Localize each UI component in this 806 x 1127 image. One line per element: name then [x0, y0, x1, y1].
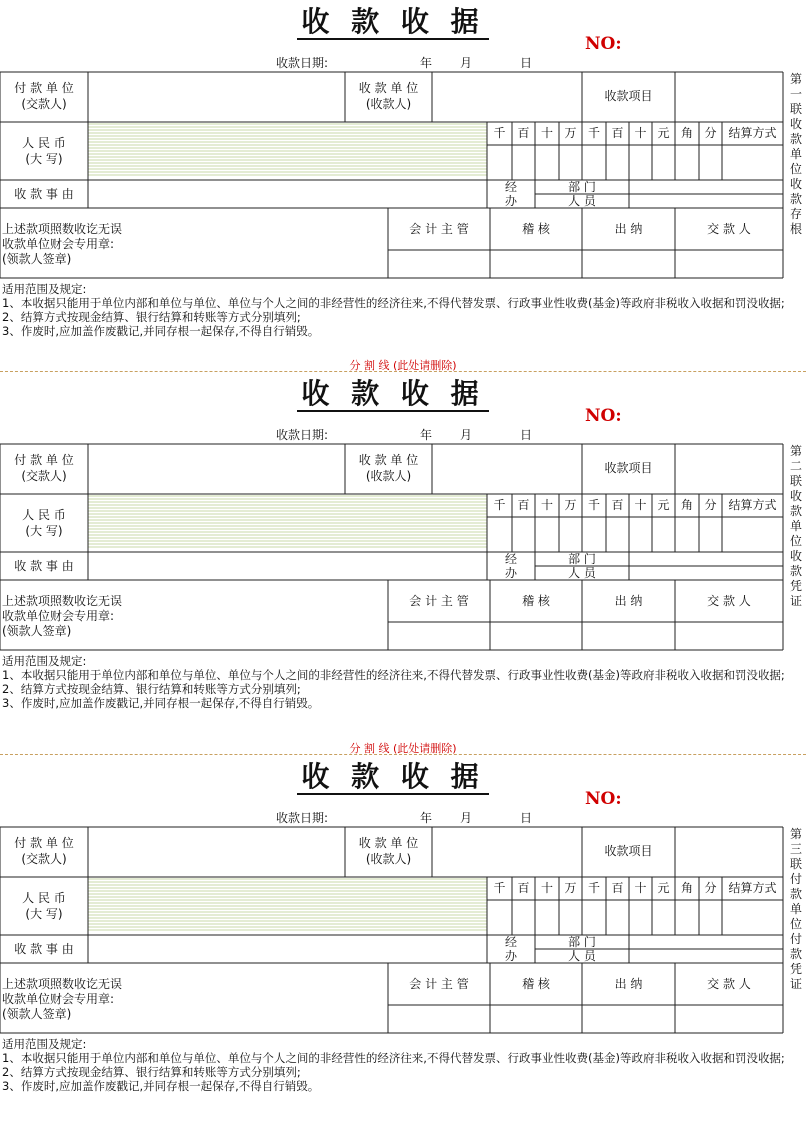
date-day: 日 — [520, 428, 533, 442]
item-label: 收款项目 — [604, 844, 653, 858]
digit-header: 十 — [540, 881, 553, 895]
usage-note-line: 1、本收据只能用于单位内部和单位与单位、单位与个人之间的非经营性的经济往来,不得代替发票、行政事业性收费(基金)等政府非税收入收据和罚没收据; — [2, 1051, 785, 1065]
date-month: 月 — [460, 428, 473, 442]
copy-designation: 第三联付款单位付款凭证 — [789, 827, 802, 991]
dept-label: 部 门 — [568, 935, 596, 949]
digit-header: 分 — [704, 498, 717, 512]
divider-label: 分 割 线 (此处请删除) — [349, 359, 457, 372]
digit-header: 角 — [680, 881, 693, 895]
sign-head: 稽 核 — [522, 594, 550, 608]
digit-header: 千 — [587, 126, 600, 140]
handler-char-1: 经 — [504, 935, 517, 949]
copy-designation: 第二联收款单位收款凭证 — [789, 444, 802, 608]
date-month: 月 — [460, 56, 473, 70]
payee-sublabel: (收款人) — [365, 469, 412, 483]
digit-header: 千 — [587, 498, 600, 512]
reason-label: 收 款 事 由 — [14, 559, 74, 573]
usage-note-line: 2、结算方式按现金结算、银行结算和转账等方式分别填列; — [2, 682, 301, 696]
sign-head: 交 款 人 — [707, 222, 751, 236]
usage-note-line: 3、作废时,应加盖作废戳记,并同存根一起保存,不得自行销毁。 — [2, 324, 320, 338]
rmb-label: 人 民 币 — [22, 508, 66, 522]
sign-head: 交 款 人 — [707, 977, 751, 991]
sign-head: 出 纳 — [614, 222, 643, 236]
sign-head: 稽 核 — [522, 222, 550, 236]
cut-line — [0, 754, 806, 756]
divider-label: 分 割 线 (此处请删除) — [349, 742, 457, 755]
digit-header: 万 — [564, 126, 577, 140]
usage-note-line: 适用范围及规定: — [2, 282, 87, 296]
usage-note-line: 适用范围及规定: — [2, 1037, 87, 1051]
date-day: 日 — [520, 811, 533, 825]
sign-head: 会 计 主 管 — [409, 222, 469, 236]
usage-note-line: 2、结算方式按现金结算、银行结算和转账等方式分别填列; — [2, 1065, 301, 1079]
digit-header: 千 — [493, 498, 506, 512]
sign-head: 出 纳 — [614, 594, 643, 608]
settle-label: 结算方式 — [728, 126, 777, 140]
dept-label: 部 门 — [568, 552, 596, 566]
item-label: 收款项目 — [604, 89, 653, 103]
digit-header: 千 — [587, 881, 600, 895]
digit-header: 十 — [634, 126, 647, 140]
confirm-line-3: (领款人签章) — [2, 1007, 72, 1021]
usage-notes — [2, 282, 792, 338]
confirm-line-1: 上述款项照数收讫无误 — [2, 594, 123, 608]
settle-label: 结算方式 — [728, 881, 777, 895]
usage-notes — [2, 1037, 792, 1093]
payer-label: 付 款 单 位 — [14, 81, 74, 95]
digit-header: 万 — [564, 498, 577, 512]
payee-label: 收 款 单 位 — [358, 836, 419, 850]
sign-head: 交 款 人 — [707, 594, 751, 608]
payer-label: 付 款 单 位 — [14, 836, 74, 850]
payer-sublabel: (交款人) — [21, 97, 67, 111]
person-label: 人 员 — [568, 566, 596, 580]
digit-header: 十 — [634, 498, 647, 512]
digit-header: 十 — [540, 498, 553, 512]
confirm-line-3: (领款人签章) — [2, 252, 72, 266]
handler-char-2: 办 — [504, 194, 517, 208]
digit-header: 千 — [493, 881, 506, 895]
date-year: 年 — [420, 56, 433, 70]
usage-note-line: 2、结算方式按现金结算、银行结算和转账等方式分别填列; — [2, 310, 301, 324]
payee-label: 收 款 单 位 — [358, 453, 419, 467]
payer-sublabel: (交款人) — [21, 852, 67, 866]
date-label: 收款日期: — [276, 428, 329, 442]
rmb-label: 人 民 币 — [22, 891, 66, 905]
receipt-title-text: 收 款 收 据 — [297, 760, 488, 795]
date-month: 月 — [460, 811, 473, 825]
digit-header: 元 — [657, 498, 670, 512]
usage-note-line: 1、本收据只能用于单位内部和单位与单位、单位与个人之间的非经营性的经济往来,不得代替发票、行政事业性收费(基金)等政府非税收入收据和罚没收据; — [2, 668, 785, 682]
digit-header: 元 — [657, 126, 670, 140]
digit-header: 分 — [704, 881, 717, 895]
sign-head: 稽 核 — [522, 977, 550, 991]
receipt-2 — [0, 372, 806, 744]
rmb-sublabel: (大 写) — [25, 907, 63, 921]
payer-sublabel: (交款人) — [21, 469, 67, 483]
reason-label: 收 款 事 由 — [14, 942, 74, 956]
digit-header: 百 — [517, 126, 530, 140]
usage-note-line: 3、作废时,应加盖作废戳记,并同存根一起保存,不得自行销毁。 — [2, 1079, 320, 1093]
digit-header: 千 — [493, 126, 506, 140]
sign-head: 出 纳 — [614, 977, 643, 991]
digit-header: 百 — [611, 498, 624, 512]
settle-label: 结算方式 — [728, 498, 777, 512]
confirm-line-1: 上述款项照数收讫无误 — [2, 222, 123, 236]
digit-header: 角 — [680, 498, 693, 512]
receipt-title-text: 收 款 收 据 — [297, 5, 488, 40]
receipt-title-text: 收 款 收 据 — [297, 377, 488, 412]
digit-header: 元 — [657, 881, 670, 895]
handler-char-2: 办 — [504, 949, 517, 963]
digit-header: 百 — [517, 881, 530, 895]
confirm-line-1: 上述款项照数收讫无误 — [2, 977, 123, 991]
rmb-sublabel: (大 写) — [25, 152, 63, 166]
confirm-line-2: 收款单位财会专用章: — [2, 992, 115, 1006]
receipt-number-label: NO: — [585, 34, 622, 54]
receipt-number-label: NO: — [585, 789, 622, 809]
handler-char-1: 经 — [504, 552, 517, 566]
receipt-number-label: NO: — [585, 406, 622, 426]
confirm-line-3: (领款人签章) — [2, 624, 72, 638]
receipt-3 — [0, 755, 806, 1127]
receipt-1 — [0, 0, 806, 372]
dept-label: 部 门 — [568, 180, 596, 194]
cut-line — [0, 371, 806, 373]
confirm-line-2: 收款单位财会专用章: — [2, 609, 115, 623]
digit-header: 百 — [611, 126, 624, 140]
date-label: 收款日期: — [276, 56, 329, 70]
date-label: 收款日期: — [276, 811, 329, 825]
handler-char-2: 办 — [504, 566, 517, 580]
sign-head: 会 计 主 管 — [409, 977, 469, 991]
person-label: 人 员 — [568, 194, 596, 208]
digit-header: 角 — [680, 126, 693, 140]
digit-header: 百 — [611, 881, 624, 895]
item-label: 收款项目 — [604, 461, 653, 475]
payee-label: 收 款 单 位 — [358, 81, 419, 95]
digit-header: 分 — [704, 126, 717, 140]
rmb-label: 人 民 币 — [22, 136, 66, 150]
digit-header: 百 — [517, 498, 530, 512]
usage-note-line: 适用范围及规定: — [2, 654, 87, 668]
date-year: 年 — [420, 428, 433, 442]
usage-note-line: 1、本收据只能用于单位内部和单位与单位、单位与个人之间的非经营性的经济往来,不得代替发票、行政事业性收费(基金)等政府非税收入收据和罚没收据; — [2, 296, 785, 310]
reason-label: 收 款 事 由 — [14, 187, 74, 201]
digit-header: 十 — [634, 881, 647, 895]
payee-sublabel: (收款人) — [365, 97, 412, 111]
date-day: 日 — [520, 56, 533, 70]
usage-note-line: 3、作废时,应加盖作废戳记,并同存根一起保存,不得自行销毁。 — [2, 696, 320, 710]
sign-head: 会 计 主 管 — [409, 594, 469, 608]
copy-designation: 第一联收款单位收款存根 — [789, 72, 802, 236]
rmb-sublabel: (大 写) — [25, 524, 63, 538]
person-label: 人 员 — [568, 949, 596, 963]
handler-char-1: 经 — [504, 180, 517, 194]
payer-label: 付 款 单 位 — [14, 453, 74, 467]
digit-header: 十 — [540, 126, 553, 140]
confirm-line-2: 收款单位财会专用章: — [2, 237, 115, 251]
usage-notes — [2, 654, 792, 710]
payee-sublabel: (收款人) — [365, 852, 412, 866]
date-year: 年 — [420, 811, 433, 825]
digit-header: 万 — [564, 881, 577, 895]
